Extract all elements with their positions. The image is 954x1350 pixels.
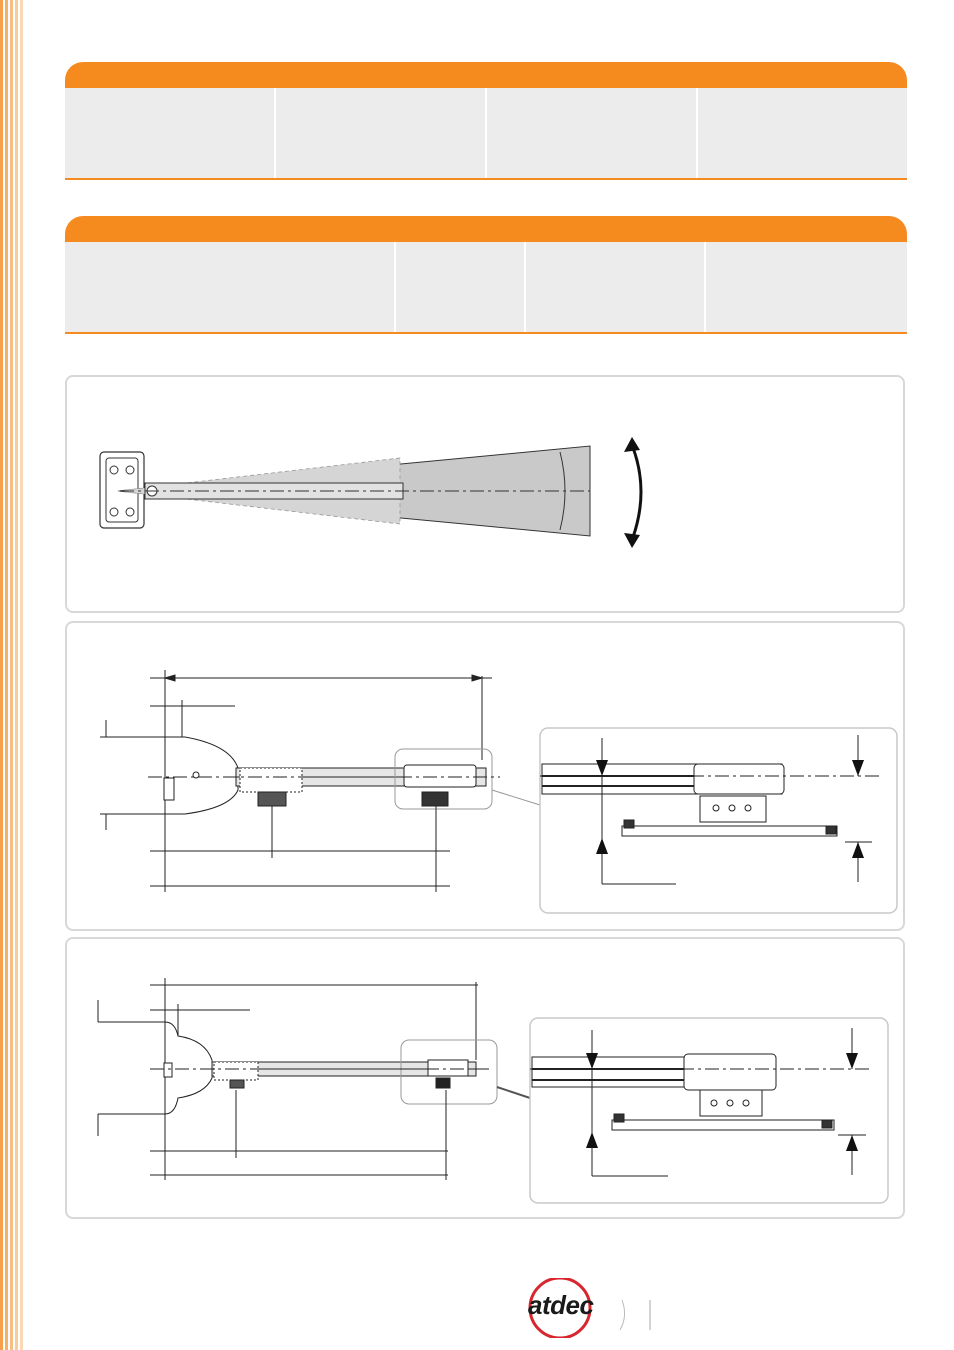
spec-table-1-cell <box>698 88 907 178</box>
spec-table-2-body <box>65 242 907 334</box>
short-arm-dimension-panel <box>65 621 905 931</box>
atdec-logo <box>500 1278 680 1338</box>
long-arm-dimension-panel <box>65 937 905 1219</box>
spec-table-2-cell <box>706 242 907 332</box>
spec-table-1-cell <box>65 88 276 178</box>
spec-table-1-cell <box>276 88 487 178</box>
logo-text: atdec <box>528 1290 594 1320</box>
spec-table-2-header <box>65 216 907 242</box>
spec-table-2-cell <box>65 242 396 332</box>
decorative-side-stripes <box>0 0 26 1350</box>
tilt-swivel-range-panel <box>65 375 905 613</box>
spec-table-1-header <box>65 62 907 88</box>
spec-table-2-cell <box>396 242 526 332</box>
spec-table-1-body <box>65 88 907 180</box>
spec-table-1-cell <box>487 88 698 178</box>
spec-table-2-cell <box>526 242 706 332</box>
